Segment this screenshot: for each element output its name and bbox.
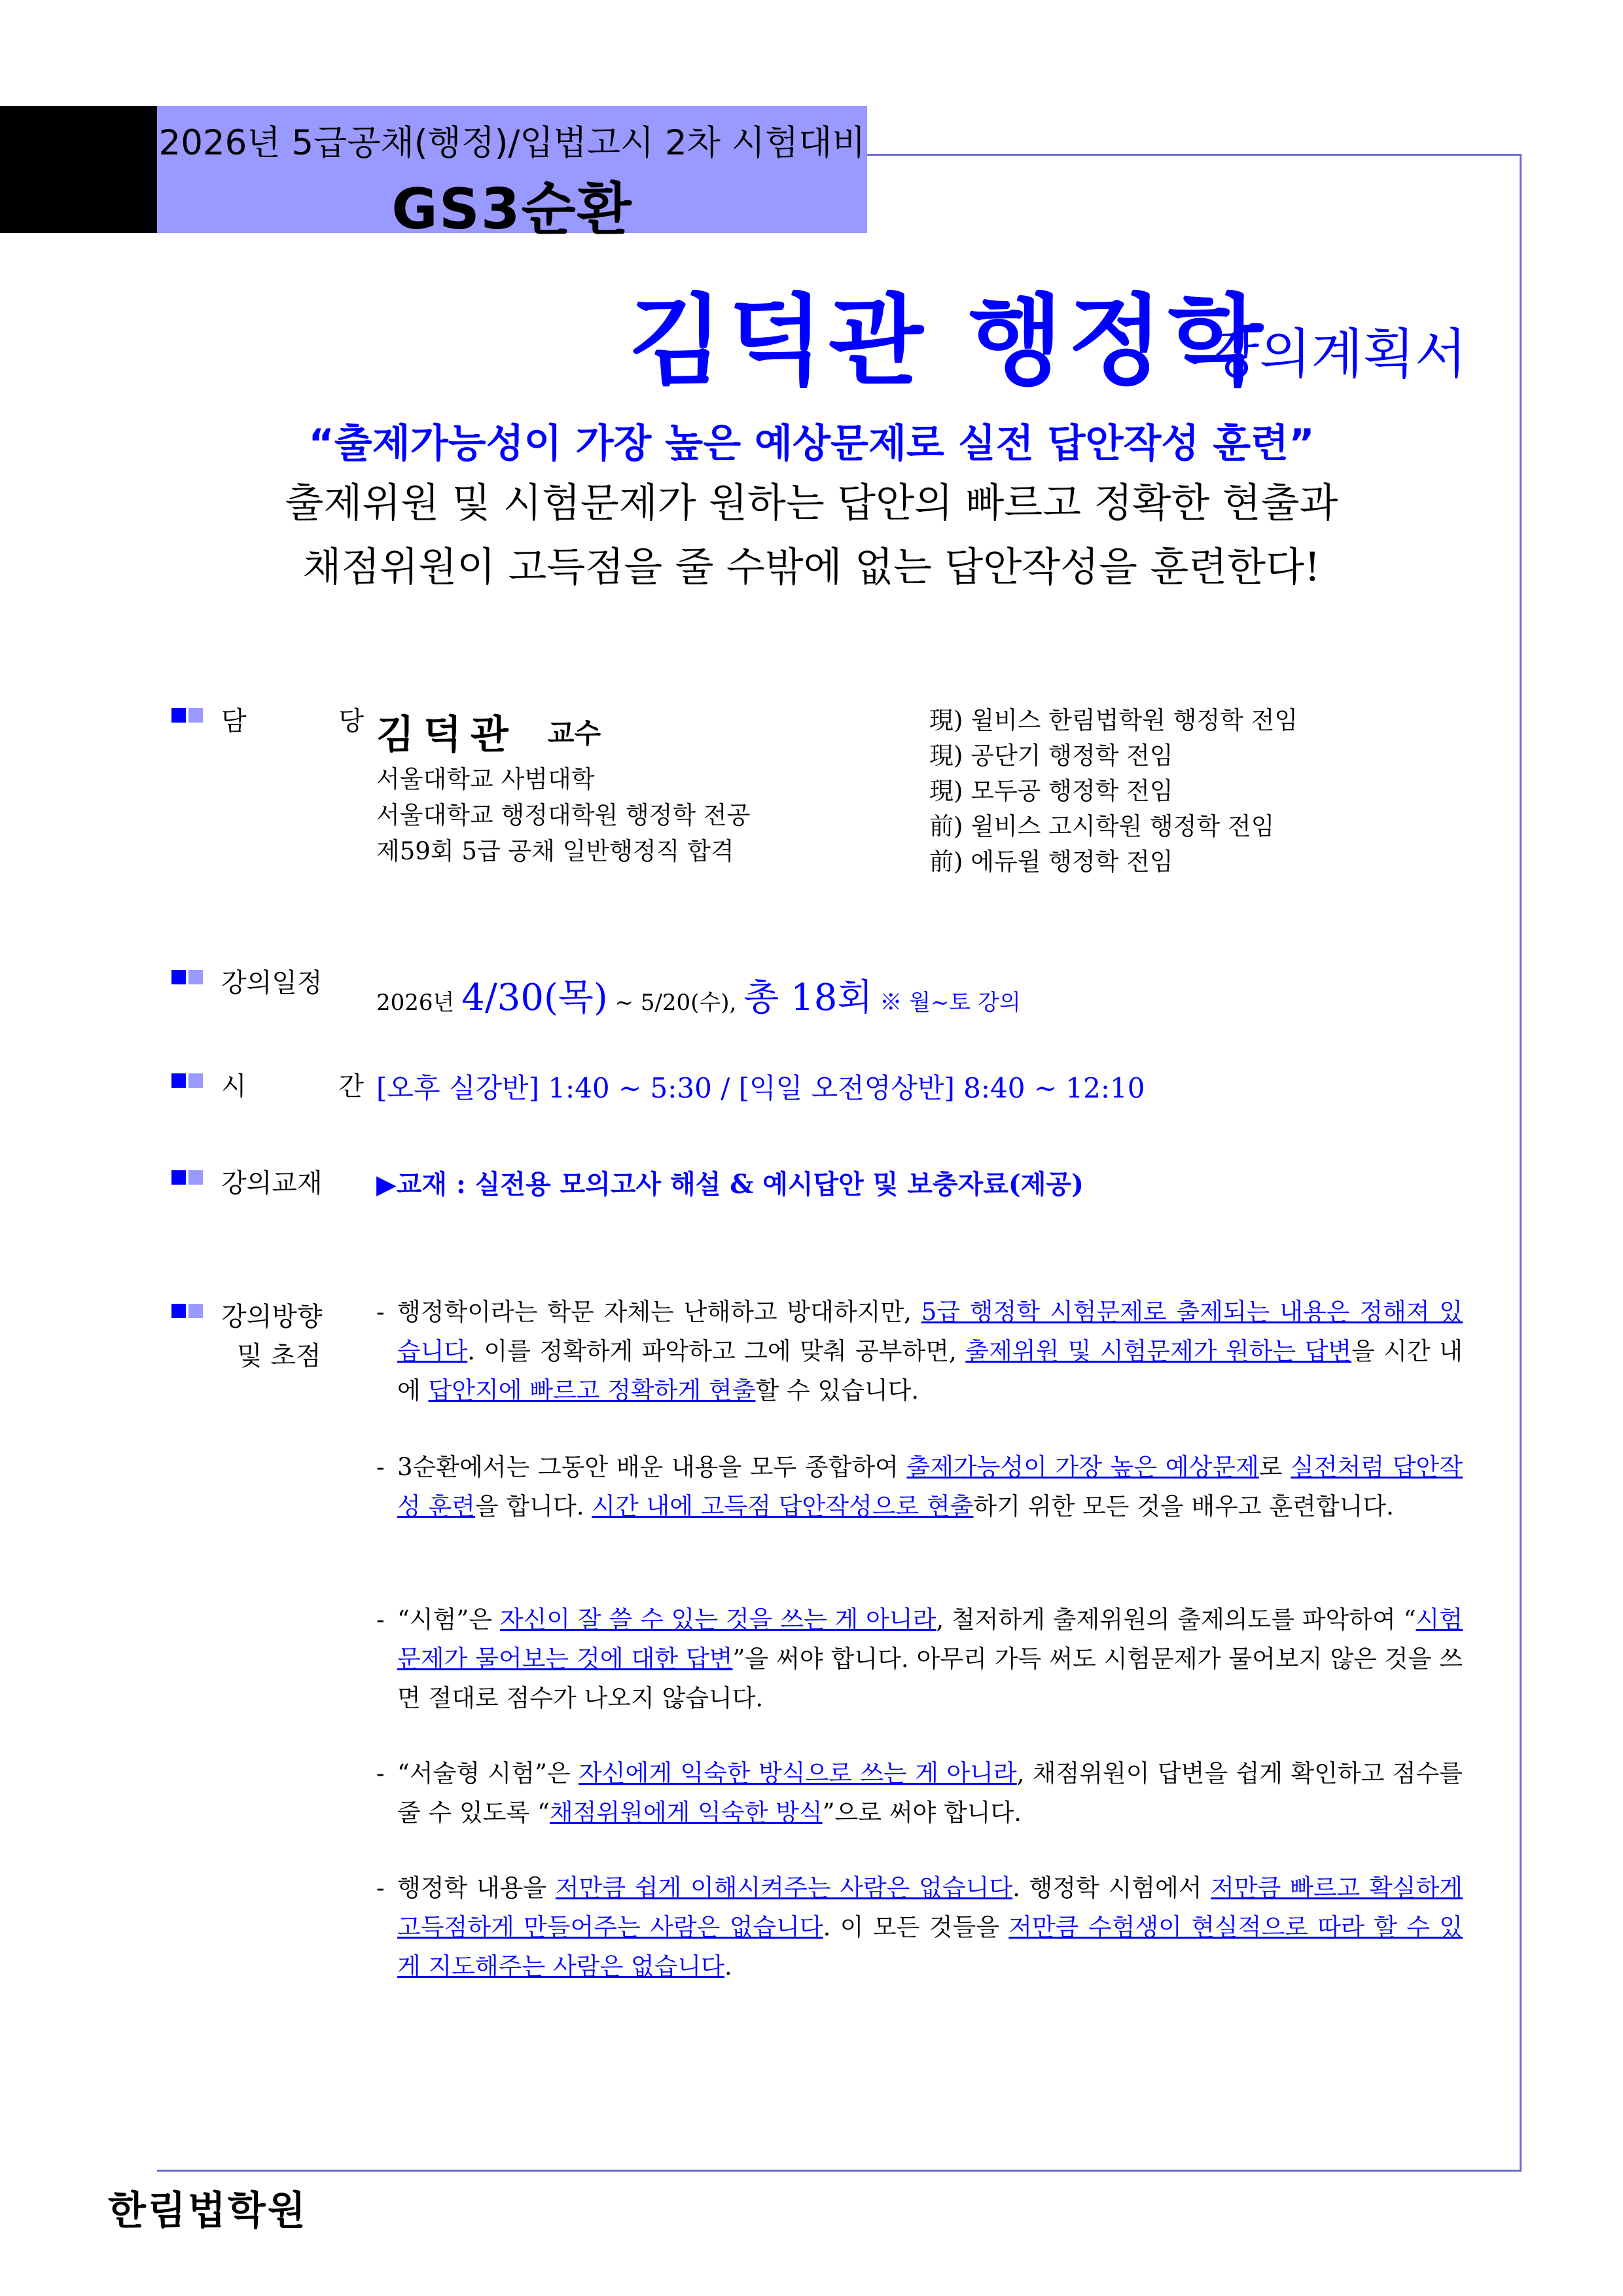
education-item: 서울대학교 행정대학원 행정학 전공 <box>376 801 751 829</box>
frame-top-border <box>867 154 1522 156</box>
emphasis-text: 답안지에 빠르고 정확하게 현출 <box>428 1376 756 1405</box>
paragraph-text: 을 합니다. <box>475 1492 592 1520</box>
paragraph-text: 행정학이라는 학문 자체는 난해하고 방대하지만, <box>397 1298 921 1326</box>
academy-logo: 한림법학원 <box>108 2188 308 2234</box>
schedule-total: 총 18회 <box>743 977 873 1019</box>
paragraph-text: . 행정학 시험에서 <box>1012 1874 1211 1902</box>
paragraph-text: . 이 모든 것들을 <box>823 1913 1009 1941</box>
emphasis-text: 시간 내에 고득점 답안작성으로 현출 <box>592 1492 974 1520</box>
career-item: 前) 윌비스 고시학원 행정학 전임 <box>929 812 1275 840</box>
emphasis-text: 저만큼 쉽게 이해시켜주는 사람은 없습니다 <box>555 1874 1013 1902</box>
emphasis-text: 자신에게 익숙한 방식으로 쓰는 게 아니라 <box>579 1759 1017 1787</box>
textbook-value: ▶교재 : 실전용 모의고사 해설 & 예시답안 및 보충자료(제공) <box>376 1169 1084 1200</box>
emphasis-text: 출제위원 및 시험문제가 원하는 답변 <box>965 1337 1352 1365</box>
emphasis-text: 출제가능성이 가장 높은 예상문제 <box>906 1453 1259 1481</box>
career-item: 現) 모두공 행정학 전임 <box>929 777 1173 805</box>
textbook-label: 강의교재 <box>221 1168 323 1198</box>
section-bullet-icon <box>171 970 203 984</box>
instructor-title: 교수 <box>548 717 601 749</box>
section-bullet-icon <box>171 1304 203 1318</box>
paragraph-text: . <box>724 1952 732 1981</box>
section-bullet-icon <box>171 1170 203 1185</box>
paragraph-text: “시험”은 <box>397 1605 500 1634</box>
frame-bottom-border <box>157 2170 1522 2172</box>
career-item: 現) 공단기 행정학 전임 <box>929 742 1173 770</box>
header-box <box>157 106 867 242</box>
emphasis-text: 시험문제가 물어보는 것에 대한 답변 <box>397 1605 1463 1673</box>
education-item: 서울대학교 사범대학 <box>376 765 595 793</box>
schedule-end: ~ 5/20(수), <box>615 990 737 1016</box>
course-name: GS3순환 <box>391 177 633 242</box>
emphasis-text: 저만큼 빠르고 확실하게 고득점하게 만들어주는 사람은 없습니다 <box>397 1874 1463 1941</box>
subtitle-line-1: 출제위원 및 시험문제가 원하는 답안의 빠르고 정확한 현출과 <box>285 480 1338 526</box>
paragraph-text: “서술형 시험”은 <box>397 1759 579 1787</box>
schedule-start: 4/30(목) <box>461 977 608 1019</box>
career-item: 前) 에듀윌 행정학 전임 <box>929 848 1173 876</box>
subtitle-line-2: 채점위원이 고득점을 줄 수밖에 없는 답안작성을 훈련한다! <box>302 544 1321 590</box>
paragraph-text: 3순환에서는 그동안 배운 내용을 모두 종합하여 <box>397 1453 907 1481</box>
paragraph-text: ”을 써야 합니다. 아무리 가득 써도 시험문제가 물어보지 않은 것을 쓰면 절대로 점수가 나오지 않습니다. <box>397 1645 1463 1712</box>
page-title: 김덕관 행정학 <box>628 285 1268 399</box>
direction-paragraph: - 행정학이라는 학문 자체는 난해하고 방대하지만, 5급 행정학 시험문제로 출제되는 내용은 정해져 있습니다. 이를 정확하게 파악하고 그에 맞춰 공부하면, 출제위원 및 시험문제가 원하는 답변을 시간 내에 답안지에 빠르고 정확하게 현출할 수 있습니다. <box>376 1298 1463 1405</box>
paragraph-text: 할 수 있습니다. <box>755 1376 919 1405</box>
page-title-suffix: 강의계획서 <box>1207 323 1467 386</box>
paragraph-text: , 철저하게 출제위원의 출제의도를 파악하여 “ <box>936 1605 1416 1634</box>
section-bullet-icon <box>171 708 203 723</box>
direction-paragraph: - “서술형 시험”은 자신에게 익숙한 방식으로 쓰는 게 아니라, 채점위원이 답변을 쉽게 확인하고 점수를 줄 수 있도록 “채점위원에게 익숙한 방식”으로 써야 합니다. <box>376 1759 1463 1827</box>
time-label: 시 간 <box>221 1071 406 1102</box>
emphasis-text: 채점위원에게 익숙한 방식 <box>549 1799 823 1827</box>
emphasis-text: 자신이 잘 쓸 수 있는 것을 쓰는 게 아니라 <box>499 1605 936 1634</box>
exam-line: 2026년 5급공채(행정)/입법고시 2차 시험대비 <box>158 123 866 163</box>
schedule-label: 강의일정 <box>221 968 323 998</box>
header-black-block <box>0 106 157 233</box>
paragraph-text: ”으로 써야 합니다. <box>822 1799 1022 1827</box>
education-item: 제59회 5급 공채 일반행정직 합격 <box>376 837 734 865</box>
career-item: 現) 윌비스 한림법학원 행정학 전임 <box>929 706 1298 734</box>
direction-paragraph: - “시험”은 자신이 잘 쓸 수 있는 것을 쓰는 게 아니라, 철저하게 출제위원의 출제의도를 파악하여 “시험문제가 물어보는 것에 대한 답변”을 써야 합니다. 아무리 가득 써도 시험문제가 물어보지 않은 것을 쓰면 절대로 점수가 나오지 않습니다. <box>376 1605 1463 1712</box>
section-bullet-icon <box>171 1073 203 1088</box>
instructor-label: 담 당 <box>221 706 406 736</box>
direction-paragraph: - 3순환에서는 그동안 배운 내용을 모두 종합하여 출제가능성이 가장 높은 예상문제로 실전처럼 답안작성 훈련을 합니다. 시간 내에 고득점 답안작성으로 현출하기 위한 모든 것을 배우고 훈련합니다. <box>376 1453 1463 1520</box>
paragraph-text: 행정학 내용을 <box>397 1874 556 1902</box>
paragraph-text: 을 시간 내에 <box>397 1337 1463 1405</box>
paragraph-text: . 이를 정확하게 파악하고 그에 맞춰 공부하면, <box>467 1337 966 1365</box>
time-value: [오후 실강반] 1:40 ~ 5:30 / [익일 오전영상반] 8:40 ~ 12:10 <box>376 1072 1145 1104</box>
paragraph-text: 로 <box>1258 1453 1291 1481</box>
paragraph-text: 하기 위한 모든 것을 배우고 훈련합니다. <box>973 1492 1394 1520</box>
schedule-note: ※ 월~토 강의 <box>880 990 1021 1016</box>
direction-label-1: 강의방향 <box>221 1302 323 1332</box>
direction-paragraph: - 행정학 내용을 저만큼 쉽게 이해시켜주는 사람은 없습니다. 행정학 시험에서 저만큼 빠르고 확실하게 고득점하게 만들어주는 사람은 없습니다. 이 모든 것들을 저만큼 수험생이 현실적으로 따라 할 수 있게 지도해주는 사람은 없습니다. <box>376 1874 1463 1981</box>
emphasis-text: 실전처럼 답안작성 훈련 <box>397 1453 1463 1520</box>
schedule-line <box>376 969 1021 1021</box>
slogan: “출제가능성이 가장 높은 예상문제로 실전 답안작성 훈련” <box>308 421 1315 467</box>
instructor-name: 김덕관 <box>376 712 518 758</box>
schedule-year: 2026년 <box>376 990 455 1016</box>
paragraph-text: , 채점위원이 답변을 쉽게 확인하고 점수를 줄 수 있도록 “ <box>397 1759 1463 1827</box>
emphasis-text: 5급 행정학 시험문제로 출제되는 내용은 정해져 있습니다 <box>397 1298 1463 1365</box>
direction-label-2: 및 초점 <box>237 1341 321 1371</box>
emphasis-text: 저만큼 수험생이 현실적으로 따라 할 수 있게 지도해주는 사람은 없습니다 <box>397 1913 1463 1981</box>
